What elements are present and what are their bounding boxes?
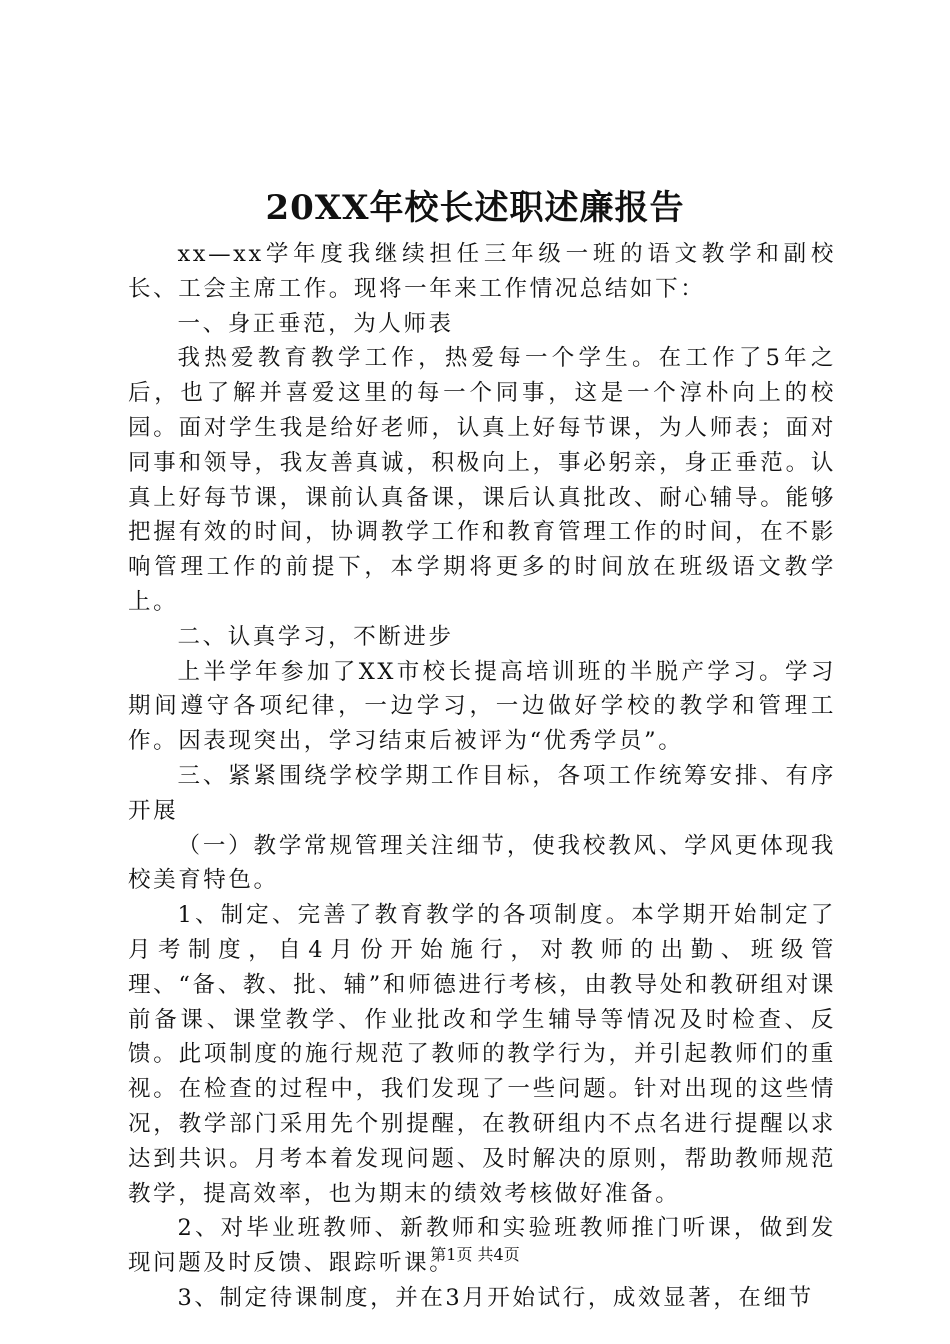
section-heading-2: 二、认真学习，不断进步: [177, 623, 454, 650]
paragraph-section-1: 我热爱教育教学工作，热爱每一个学生。在工作了5年之后，也了解并喜爱这里的每一个同事，这是一个淳朴向上的校园。面对学生我是给好老师，认真上好每节课，为人师表；面对同事和领导，我友善真诚，积极向上，事必躬亲，身正垂范。认真上好每节课，课前认真备课，课后认真批改、耐心辅导。能够把握有效的时间，协调教学工作和教育管理工作的时间，在不影响管理工作的前提下，本学期将更多的时间放在班级语文教学上。: [128, 345, 836, 615]
paragraph-item-2: 2、对毕业班教师、新教师和实验班教师推门听课，做到发现问题及时反馈、跟踪听课。: [128, 1215, 836, 1277]
paragraph-section-2: 上半学年参加了XX市校长提高培训班的半脱产学习。学习期间遵守各项纪律，一边学习，一边做好学校的教学和管理工作。因表现突出，学习结束后被评为“优秀学员”。: [128, 658, 836, 755]
document-body: [128, 237, 836, 1316]
subsection-heading-1: （一）教学常规管理关注细节，使我校教风、学风更体现我校美育特色。: [128, 832, 836, 894]
document-title: 20XX年校长述职述廉报告: [265, 188, 685, 228]
paragraph-item-1: 1、制定、完善了教育教学的各项制度。本学期开始制定了月考制度，自4月份开始施行，对教师的出勤、班级管理、“备、教、批、辅”和师德进行考核，由教导处和教研组对课前备课、课堂教学、作业批改和学生辅导等情况及时检查、反馈。此项制度的施行规范了教师的教学行为，并引起教师们的重视。在检查的过程中，我们发现了一些问题。针对出现的这些情况，教学部门采用先个别提醒，在教研组内不点名进行提醒以求达到共识。月考本着发现问题、及时解决的原则，帮助教师规范教学，提高效率，也为期末的绩效考核做好准备。: [128, 902, 836, 1207]
section-heading-3: 三、紧紧围绕学校学期工作目标，各项工作统筹安排、有序开展: [128, 762, 836, 824]
paragraph-intro: xx—xx学年度我继续担任三年级一班的语文教学和副校长、工会主席工作。现将一年来工作情况总结如下：: [128, 241, 836, 302]
section-heading-1: 一、身正垂范，为人师表: [177, 310, 454, 337]
paragraph-item-3: 3、制定待课制度，并在3月开始试行，成效显著，在细节: [177, 1284, 814, 1311]
page-footer: 第1页 共4页: [430, 1245, 520, 1264]
